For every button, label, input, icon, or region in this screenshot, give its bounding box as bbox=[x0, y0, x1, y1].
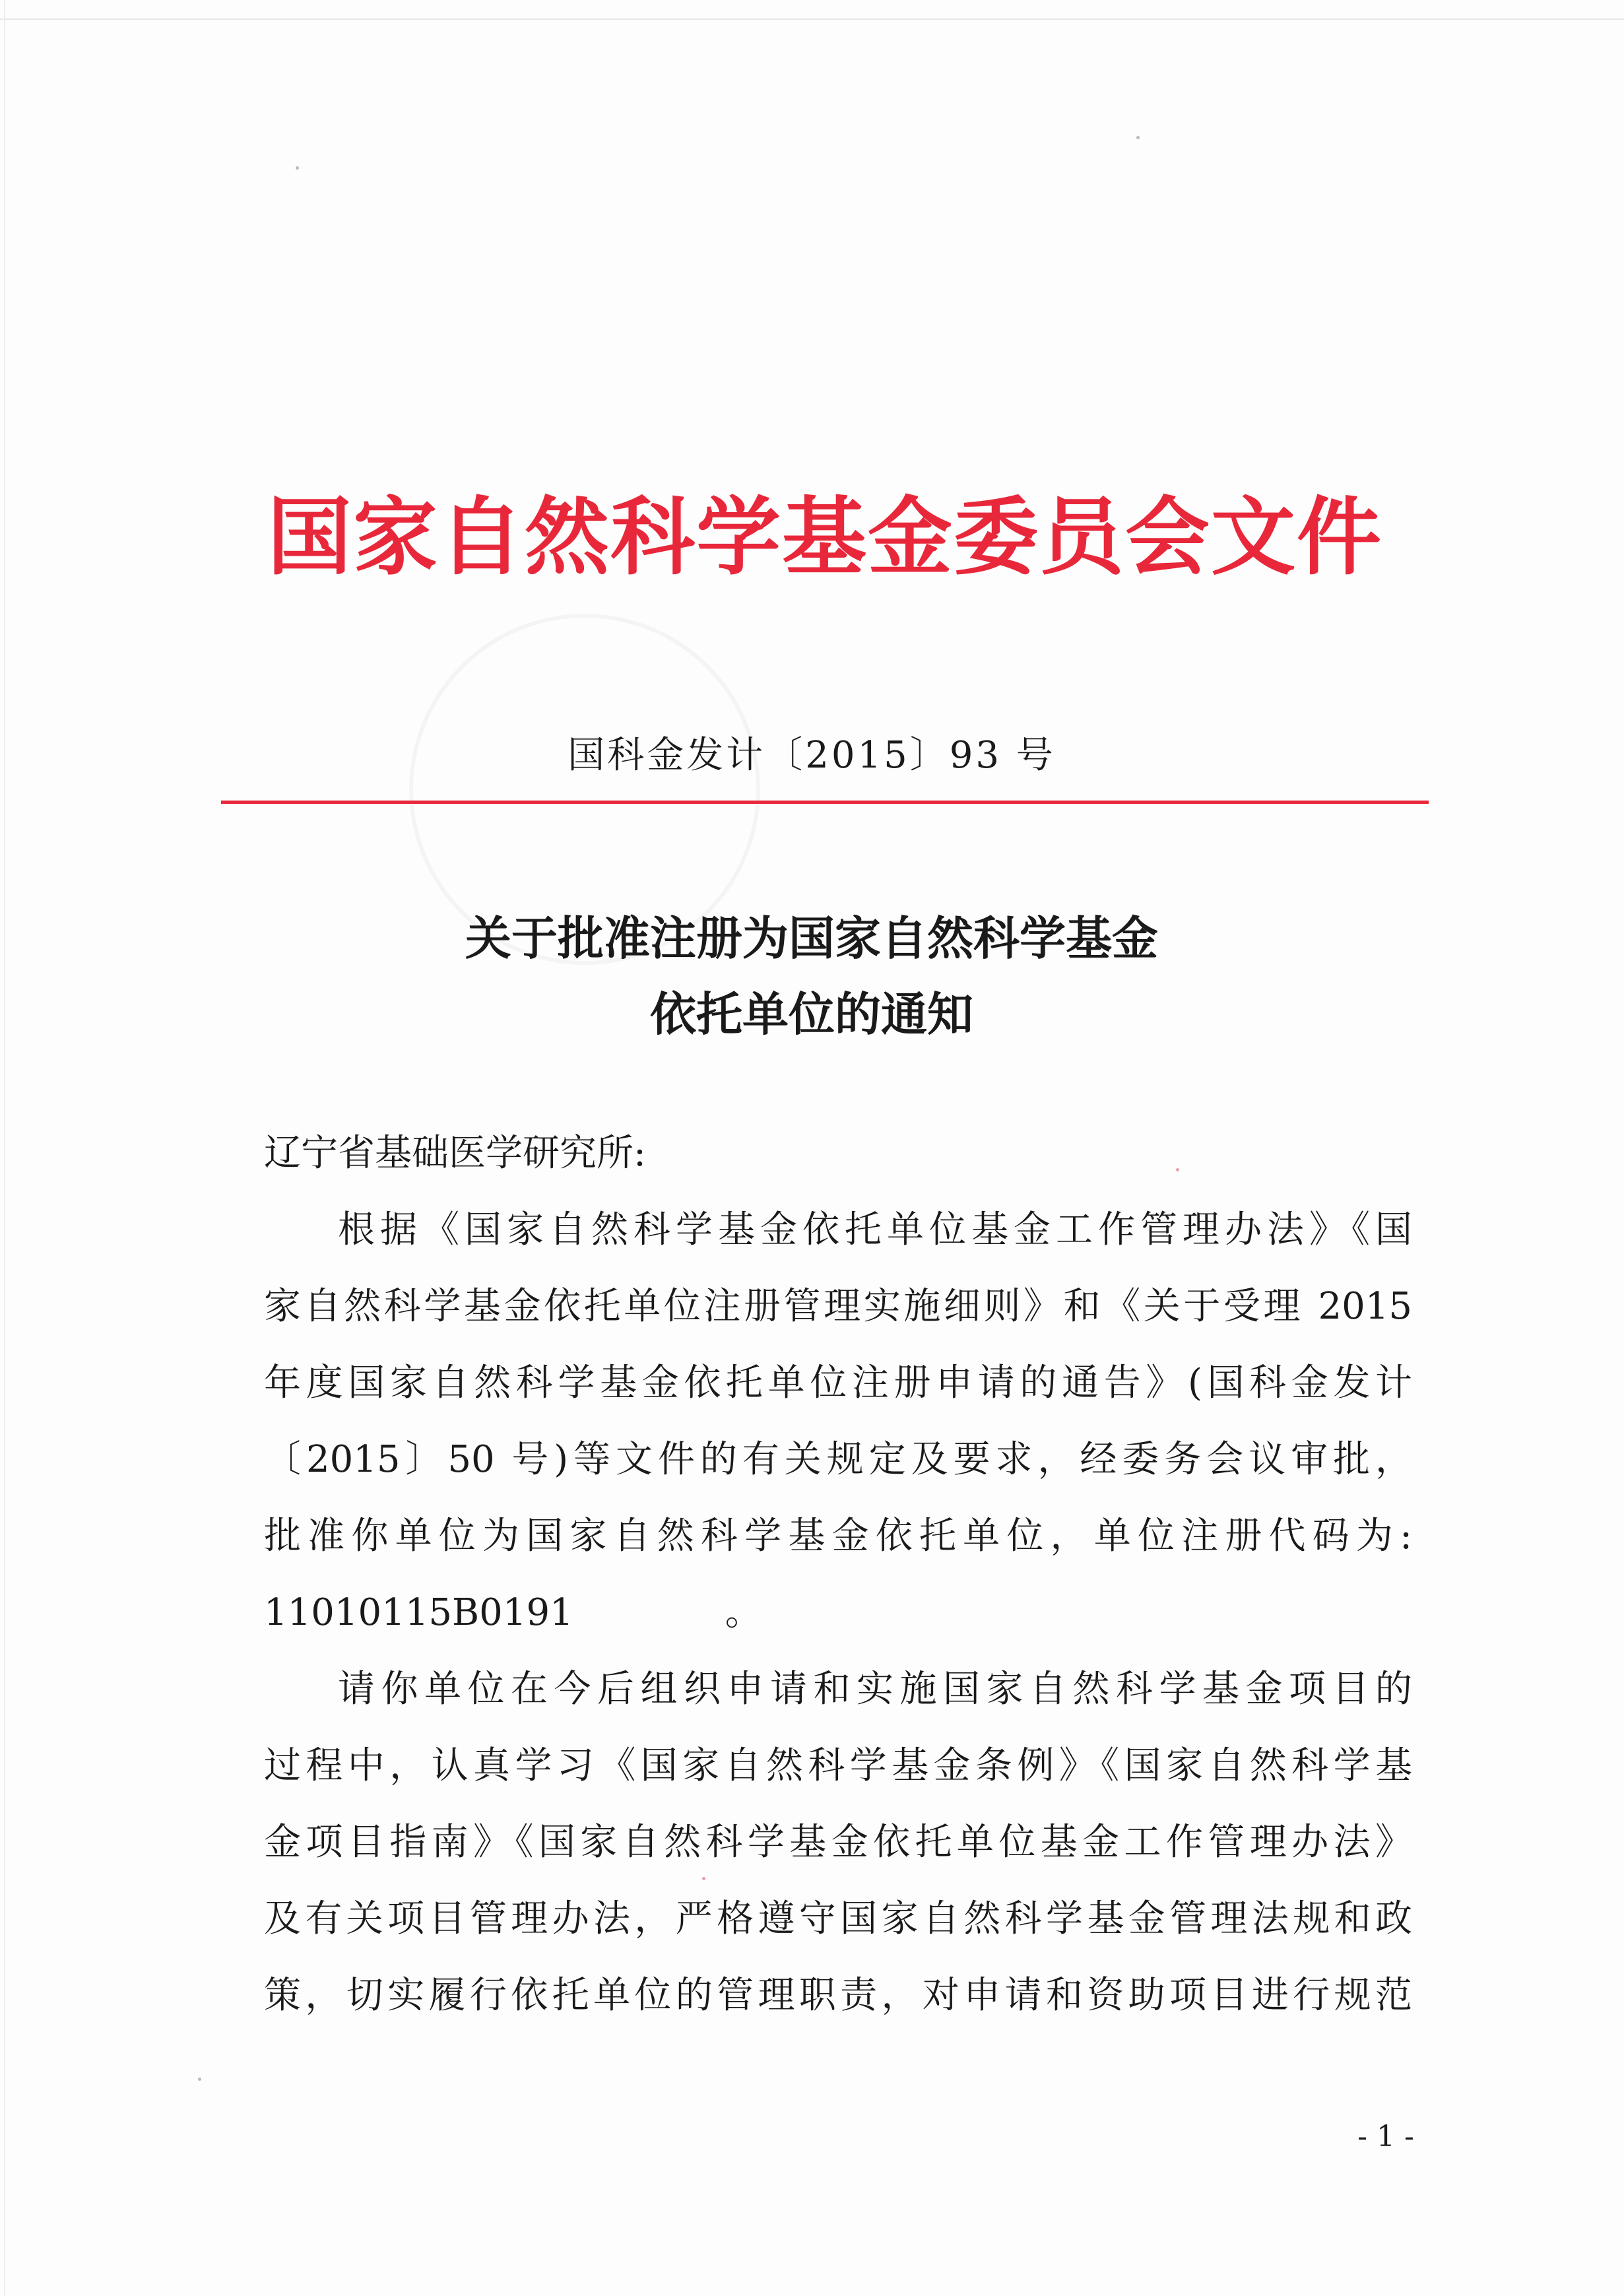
paragraph-1-line-3: 年度国家自然科学基金依托单位注册申请的通告》(国科金发计 bbox=[264, 1361, 1412, 1404]
paragraph-2-line-4: 及有关项目管理办法，严格遵守国家自然科学基金管理法规和政 bbox=[264, 1897, 1412, 1940]
paragraph-2-line-3: 金项目指南》《国家自然科学基金依托单位基金工作管理办法》 bbox=[264, 1821, 1412, 1864]
scan-speck bbox=[1176, 1168, 1179, 1171]
paragraph-1-line-1: 根据《国家自然科学基金依托单位基金工作管理办法》《国 bbox=[338, 1208, 1412, 1251]
scan-left-edge bbox=[4, 0, 5, 2296]
red-separator-rule bbox=[221, 801, 1429, 804]
registration-code-terminator: 。 bbox=[725, 1591, 762, 1634]
paragraph-1-line-2: 家自然科学基金依托单位注册管理实施细则》和《关于受理 2015 bbox=[264, 1285, 1412, 1328]
scan-speck bbox=[296, 166, 299, 170]
notice-title-line-1: 关于批准注册为国家自然科学基金 bbox=[465, 911, 1158, 966]
registration-code-line bbox=[264, 1575, 1412, 1651]
scan-speck bbox=[1136, 136, 1140, 139]
notice-title-line-2: 依托单位的通知 bbox=[650, 987, 973, 1041]
page-number: - 1 - bbox=[1357, 2120, 1414, 2153]
registration-code: 11010115B0191 bbox=[264, 1591, 573, 1634]
addressee: 辽宁省基础医学研究所: bbox=[264, 1132, 646, 1175]
paragraph-1-line-4: 〔2015〕50 号)等文件的有关规定及要求，经委务会议审批， bbox=[264, 1438, 1412, 1481]
document-masthead: 国家自然科学基金委员会文件 bbox=[267, 488, 1382, 587]
scan-speck bbox=[702, 1877, 705, 1880]
paragraph-2-line-2: 过程中，认真学习《国家自然科学基金条例》《国家自然科学基 bbox=[264, 1744, 1412, 1787]
notice-title bbox=[264, 901, 1359, 1053]
paragraph-1-line-5: 批准你单位为国家自然科学基金依托单位，单位注册代码为: bbox=[264, 1515, 1412, 1558]
paragraph-2-line-1: 请你单位在今后组织申请和实施国家自然科学基金项目的 bbox=[338, 1668, 1412, 1711]
notice-body bbox=[264, 1115, 1412, 2034]
scan-top-edge bbox=[0, 18, 1624, 20]
document-number: 国科金发计〔2015〕93 号 bbox=[568, 734, 1056, 777]
paragraph-2-line-5: 策，切实履行依托单位的管理职责，对申请和资助项目进行规范 bbox=[264, 1974, 1412, 2017]
scan-speck bbox=[198, 2078, 201, 2081]
